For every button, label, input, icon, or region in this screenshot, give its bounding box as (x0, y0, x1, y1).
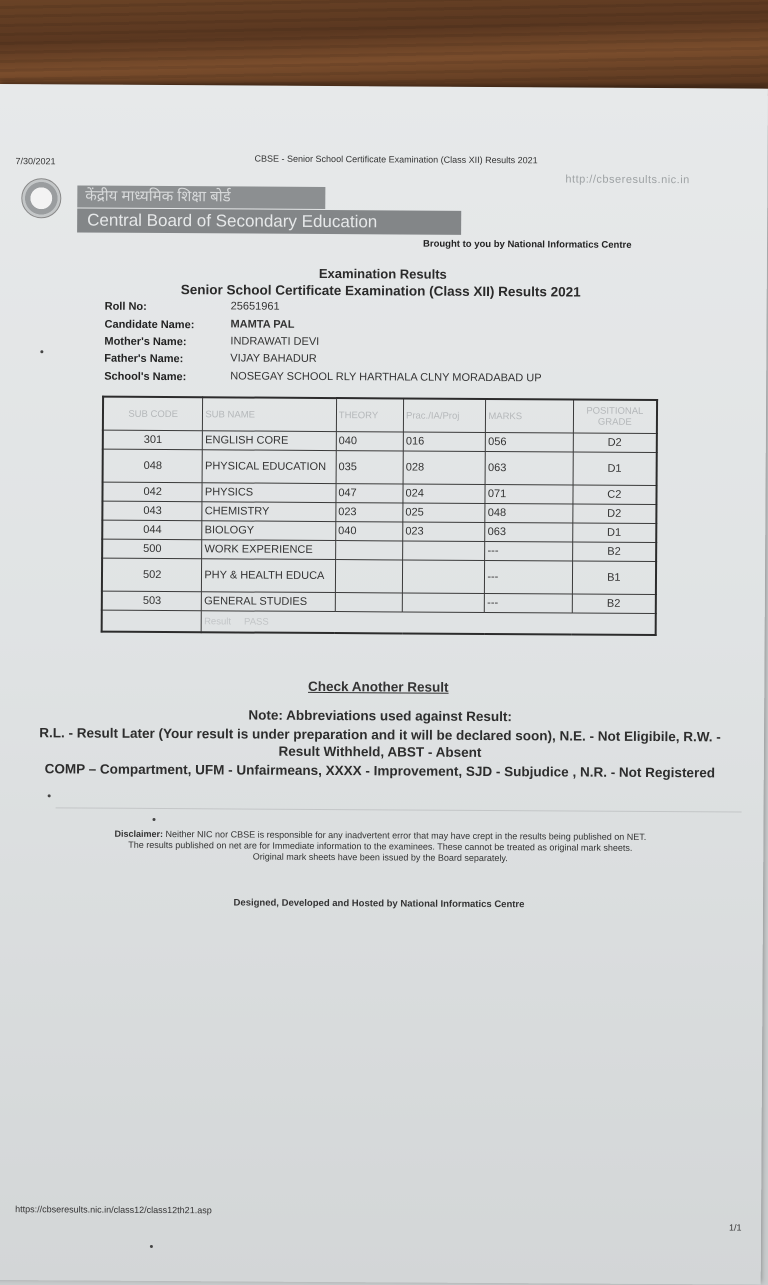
sub-name: CHEMISTRY (202, 502, 336, 522)
sub-name: ENGLISH CORE (203, 431, 337, 451)
father-name-label: Father's Name: (104, 352, 184, 366)
sub-code: 503 (102, 591, 202, 611)
positional-grade: D1 (572, 523, 656, 543)
school-name-label: School's Name: (104, 370, 187, 384)
disclaimer-text: Neither NIC nor CBSE is responsible for any inadvertent error that may have crept in the results being published on NET. The results published on net are for Immediate information to the examinees. These cannot be treated as original mark sheets. Original mark sheets have been issued by the Board separately. (128, 829, 647, 864)
header-positional-grade: POSITIONAL GRADE (573, 400, 657, 434)
practical-marks (403, 541, 485, 561)
candidate-name-label: Candidate Name: (104, 318, 195, 332)
practical-marks (402, 560, 484, 594)
site-url-watermark: http://cbseresults.nic.in (565, 173, 690, 187)
total-marks: --- (485, 541, 572, 561)
sub-code: 048 (103, 449, 203, 483)
header-sub-code: SUB CODE (103, 397, 203, 431)
marks-table (101, 396, 658, 636)
theory-marks: 040 (336, 522, 403, 541)
theory-marks: 047 (336, 484, 403, 503)
brought-by-nic: Brought to you by National Informatics Centre (422, 238, 632, 251)
abbreviations-note-line-1: R.L. - Result Later (Your result is under preparation and it will be declared soon), N.E. - Not Eligibile, R.W. - Result Withheld, ABST - Absent (39, 725, 721, 760)
total-marks: 071 (485, 484, 572, 504)
father-name-value: VIJAY BAHADUR (230, 352, 317, 365)
browser-page-title: CBSE - Senior School Certificate Examination (Class XII) Results 2021 (254, 153, 538, 166)
result-row-empty-cell (102, 610, 202, 632)
cbse-emblem-icon (21, 178, 61, 218)
table-row (103, 449, 657, 485)
theory-marks: 035 (336, 451, 403, 484)
table-header-row (103, 397, 657, 434)
header-marks: MARKS (486, 399, 574, 433)
sub-name: WORK EXPERIENCE (202, 540, 336, 560)
practical-marks: 023 (403, 522, 485, 542)
print-date: 7/30/2021 (15, 156, 56, 167)
ink-speck (153, 818, 156, 821)
ink-speck (40, 350, 43, 353)
theory-marks: 040 (336, 432, 403, 451)
sub-code: 042 (102, 482, 202, 502)
abbreviations-note-line-2: COMP – Compartment, UFM - Unfairmeans, XXXX - Improvement, SJD - Subjudice , N.R. - Not Registered (44, 761, 716, 781)
disclaimer-label: Disclaimer: (114, 828, 164, 840)
table-row (102, 558, 656, 594)
positional-grade: C2 (573, 485, 657, 505)
results-heading: Examination Results (318, 265, 447, 282)
positional-grade: D2 (573, 433, 657, 453)
board-name-hindi: केंद्रीय माध्यमिक शिक्षा बोर्ड (77, 185, 325, 209)
page-url-footer: https://cbseresults.nic.in/class12/class12th21.asp (15, 1204, 212, 1216)
theory-marks (335, 541, 402, 560)
positional-grade: B2 (572, 594, 656, 614)
theory-marks (335, 560, 402, 593)
wooden-table-background (0, 0, 768, 96)
sub-code: 500 (102, 539, 202, 559)
sub-name: GENERAL STUDIES (202, 592, 336, 612)
total-marks: 048 (485, 503, 572, 523)
total-marks: 056 (486, 432, 573, 452)
sub-code: 301 (103, 430, 203, 450)
practical-marks: 024 (403, 484, 485, 504)
school-name-value: NOSEGAY SCHOOL RLY HARTHALA CLNY MORADABAD UP (230, 370, 542, 385)
total-marks: --- (485, 593, 572, 613)
practical-marks: 016 (403, 432, 485, 452)
candidate-name-value: MAMTA PAL (230, 318, 295, 331)
mother-name-label: Mother's Name: (104, 335, 187, 349)
sub-name: PHYSICAL EDUCATION (202, 450, 336, 484)
disclaimer (113, 829, 647, 865)
designed-by-credit: Designed, Developed and Hosted by National Informatics Centre (233, 897, 525, 911)
theory-marks (335, 593, 402, 612)
sub-name: PHY & HEALTH EDUCA (202, 559, 336, 593)
roll-number-label: Roll No: (104, 300, 147, 313)
positional-grade: B1 (572, 561, 656, 595)
sub-name: PHYSICS (202, 483, 336, 503)
practical-marks: 025 (403, 503, 485, 523)
header-practical: Prac./IA/Proj (403, 398, 486, 432)
page-number: 1/1 (728, 1222, 742, 1233)
check-another-result-link[interactable]: Check Another Result (308, 678, 449, 695)
positional-grade: B2 (572, 542, 656, 562)
section-divider (56, 807, 742, 812)
header-theory: THEORY (336, 398, 403, 432)
result-value: PASS (244, 616, 269, 628)
sub-code: 044 (102, 520, 202, 540)
abbreviations-note-title: Note: Abbreviations used against Result: (248, 707, 512, 725)
positional-grade: D2 (573, 504, 657, 524)
roll-number-value: 25651961 (230, 300, 280, 313)
sub-name: BIOLOGY (202, 521, 336, 541)
sub-code: 502 (102, 558, 202, 592)
result-row (102, 610, 656, 635)
practical-marks: 028 (403, 451, 485, 485)
positional-grade: D1 (573, 452, 657, 486)
results-subheading: Senior School Certificate Examination (Class XII) Results 2021 (180, 282, 581, 300)
practical-marks (402, 593, 484, 613)
total-marks: 063 (485, 522, 572, 542)
printed-result-sheet (0, 84, 768, 1285)
total-marks: --- (485, 560, 573, 594)
theory-marks: 023 (336, 503, 403, 522)
result-label: Result (204, 616, 232, 628)
ink-speck (48, 794, 51, 797)
sub-code: 043 (102, 501, 202, 521)
mother-name-value: INDRAWATI DEVI (230, 335, 320, 348)
result-cell (202, 611, 656, 635)
total-marks: 063 (485, 451, 573, 485)
ink-speck (150, 1245, 153, 1248)
header-sub-name: SUB NAME (203, 397, 337, 431)
board-name-english: Central Board of Secondary Education (77, 208, 461, 234)
